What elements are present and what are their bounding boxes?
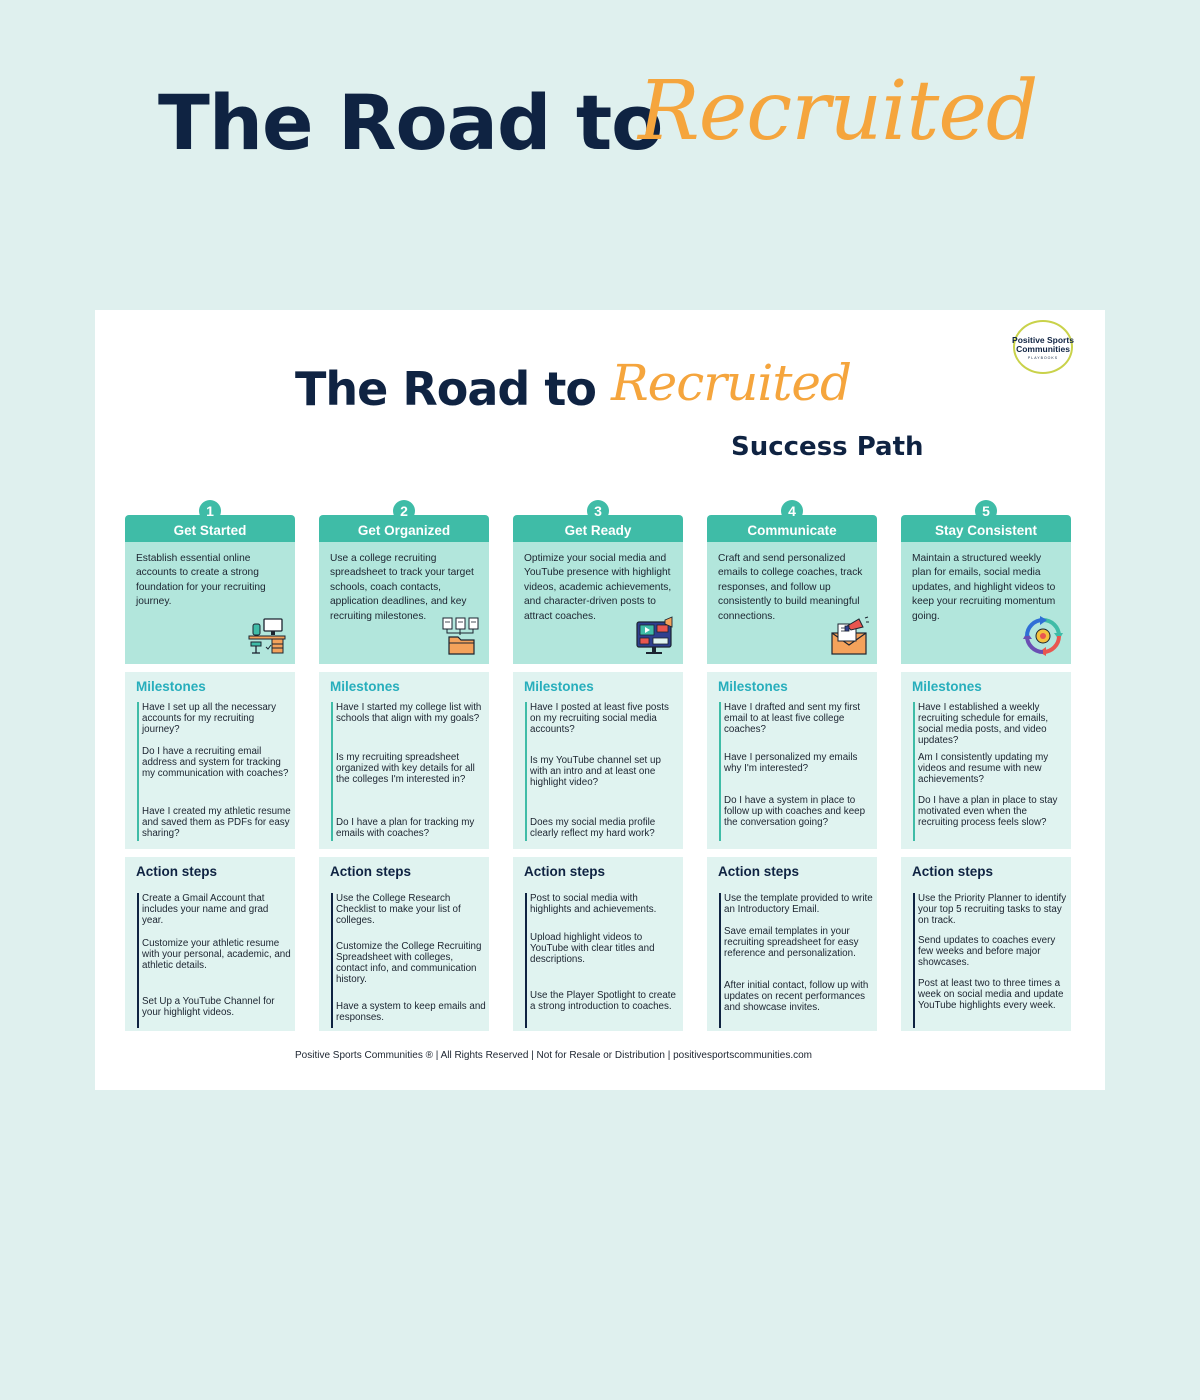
- action-steps-heading: Action steps: [524, 864, 606, 879]
- step-description: Maintain a structured weekly plan for emails, social media updates, and highlight videos to keep your recruiting momentum going.: [912, 553, 1056, 622]
- milestones-heading: Milestones: [524, 679, 594, 694]
- step-title: Communicate: [707, 515, 877, 542]
- step-number-badge: 3: [587, 500, 609, 522]
- milestones-section: [319, 672, 489, 849]
- action-steps-heading: Action steps: [718, 864, 800, 879]
- step-description-card: [319, 542, 489, 664]
- action-step-item: Customize your athletic resume with your personal, academic, and athletic details.: [142, 938, 291, 971]
- step-description-card: [901, 542, 1071, 664]
- action-step-item: Save email templates in your recruiting spreadsheet for easy reference and personalization.: [724, 926, 859, 959]
- cycle-arrows-icon: [1023, 616, 1063, 656]
- step-description-card: [125, 542, 295, 664]
- milestones-accent-bar: [137, 702, 139, 841]
- milestones-heading: Milestones: [330, 679, 400, 694]
- action-steps-accent-bar: [331, 893, 333, 1028]
- action-steps-heading: Action steps: [136, 864, 218, 879]
- milestones-accent-bar: [525, 702, 527, 841]
- milestones-heading: Milestones: [912, 679, 982, 694]
- milestones-accent-bar: [331, 702, 333, 841]
- action-steps-section: [319, 857, 489, 1031]
- envelope-megaphone-icon: [829, 616, 869, 656]
- milestone-item: Do I have a recruiting email address and system for tracking my communication with coaches?: [142, 746, 289, 779]
- workstation-icon: [247, 616, 287, 656]
- milestone-item: Do I have a system in place to follow up with coaches and keep the conversation going?: [724, 795, 866, 828]
- step-number-badge: 1: [199, 500, 221, 522]
- step-description-card: [513, 542, 683, 664]
- milestone-item: Do I have a plan in place to stay motivated even when the recruiting process feels slow?: [918, 795, 1058, 828]
- action-steps-section: [125, 857, 295, 1031]
- step-number-badge: 5: [975, 500, 997, 522]
- milestone-item: Is my YouTube channel set up with an intro and at least one highlight video?: [530, 755, 661, 788]
- action-step-item: Use the Player Spotlight to create a strong introduction to coaches.: [530, 990, 676, 1012]
- action-step-item: Send updates to coaches every few weeks and before major showcases.: [918, 935, 1056, 968]
- milestones-section: [901, 672, 1071, 849]
- milestone-item: Have I posted at least five posts on my recruiting social media accounts?: [530, 702, 669, 735]
- milestones-accent-bar: [719, 702, 721, 841]
- action-step-item: Create a Gmail Account that includes your name and grad year.: [142, 893, 269, 926]
- milestone-item: Have I started my college list with schools that align with my goals?: [336, 702, 482, 724]
- action-steps-section: [901, 857, 1071, 1031]
- document-title-plain: The Road to: [295, 362, 596, 416]
- hero-title-script: Recruited: [638, 64, 1038, 159]
- media-monitor-icon: [635, 616, 675, 656]
- action-steps-accent-bar: [137, 893, 139, 1028]
- milestones-accent-bar: [913, 702, 915, 841]
- milestones-section: [125, 672, 295, 849]
- step-description: Craft and send personalized emails to college coaches, track responses, and follow up consistently to build meaningful connections.: [718, 553, 863, 622]
- action-step-item: Post at least two to three times a week on social media and update YouTube highlights every week.: [918, 978, 1064, 1011]
- action-step-item: Post to social media with highlights and achievements.: [530, 893, 657, 915]
- action-steps-section: [513, 857, 683, 1031]
- milestone-item: Have I established a weekly recruiting schedule for emails, social media posts, and video updates?: [918, 702, 1049, 746]
- step-title: Stay Consistent: [901, 515, 1071, 542]
- document-subtitle: Success Path: [731, 432, 924, 462]
- action-steps-accent-bar: [525, 893, 527, 1028]
- step-title: Get Started: [125, 515, 295, 542]
- milestone-item: Have I drafted and sent my first email to at least five college coaches?: [724, 702, 861, 735]
- milestone-item: Does my social media profile clearly reflect my hard work?: [530, 817, 656, 839]
- action-step-item: Use the template provided to write an Introductory Email.: [724, 893, 873, 915]
- milestone-item: Have I set up all the necessary accounts for my recruiting journey?: [142, 702, 276, 735]
- folder-icon: [441, 616, 481, 656]
- step-number-badge: 2: [393, 500, 415, 522]
- action-step-item: Use the College Research Checklist to make your list of colleges.: [336, 893, 461, 926]
- step-title: Get Organized: [319, 515, 489, 542]
- action-step-item: Set Up a YouTube Channel for your highlight videos.: [142, 996, 275, 1018]
- action-step-item: Customize the College Recruiting Spreadsheet with colleges, contact info, and communication history.: [336, 941, 482, 985]
- logo-subtext: PLAYBOOKS: [1027, 356, 1059, 360]
- step-description: Optimize your social media and YouTube presence with highlight videos, academic achievements, and character-driven posts to attract coaches.: [524, 553, 672, 622]
- milestone-item: Is my recruiting spreadsheet organized with key details for all the colleges I'm interested in?: [336, 752, 475, 785]
- milestone-item: Have I created my athletic resume and saved them as PDFs for easy sharing?: [142, 806, 291, 839]
- action-step-item: Use the Priority Planner to identify your top 5 recruiting tasks to stay on track.: [918, 893, 1067, 926]
- action-steps-section: [707, 857, 877, 1031]
- success-path-document: [95, 310, 1105, 1090]
- step-number-badge: 4: [781, 500, 803, 522]
- milestones-section: [513, 672, 683, 849]
- footer-text: Positive Sports Communities ® | All Rights Reserved | Not for Resale or Distribution | positivesportscommunities.com: [295, 1050, 813, 1061]
- action-step-item: After initial contact, follow up with updates on recent performances and showcase invites.: [724, 980, 869, 1013]
- step-description: Establish essential online accounts to create a strong foundation for your recruiting journey.: [136, 553, 266, 608]
- milestones-section: [707, 672, 877, 849]
- milestones-heading: Milestones: [136, 679, 206, 694]
- logo-text: Positive Sports Communities: [1012, 335, 1074, 354]
- milestone-item: Have I personalized my emails why I'm interested?: [724, 752, 858, 774]
- step-description: Use a college recruiting spreadsheet to track your target schools, coach contacts, application deadlines, and key recruiting milestones.: [330, 553, 474, 622]
- action-steps-accent-bar: [913, 893, 915, 1028]
- action-steps-heading: Action steps: [330, 864, 412, 879]
- document-title-script: Recruited: [611, 354, 852, 412]
- hero-heading: [158, 60, 1058, 200]
- action-step-item: Have a system to keep emails and responses.: [336, 1001, 486, 1023]
- step-description-card: [707, 542, 877, 664]
- action-steps-accent-bar: [719, 893, 721, 1028]
- milestone-item: Am I consistently updating my videos and resume with new achievements?: [918, 752, 1049, 785]
- milestones-heading: Milestones: [718, 679, 788, 694]
- action-step-item: Upload highlight videos to YouTube with clear titles and descriptions.: [530, 932, 655, 965]
- step-title: Get Ready: [513, 515, 683, 542]
- milestone-item: Do I have a plan for tracking my emails with coaches?: [336, 817, 475, 839]
- action-steps-heading: Action steps: [912, 864, 994, 879]
- hero-title-plain: The Road to: [158, 78, 663, 167]
